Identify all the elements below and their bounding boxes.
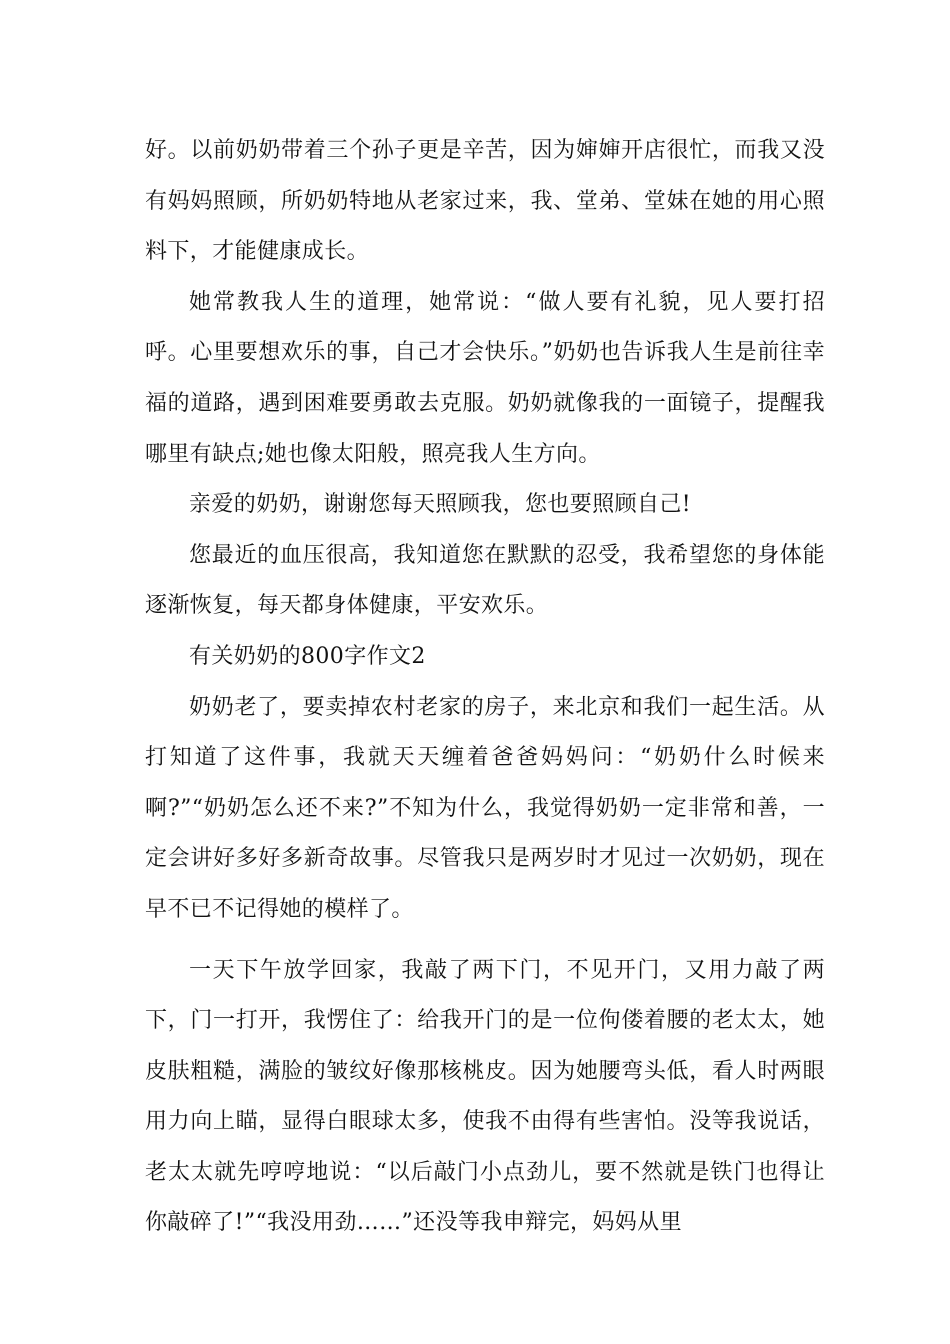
paragraph-first-meeting: 一天下午放学回家，我敲了两下门，不见开门，又用力敲了两下，门一打开，我愣住了：给我开门的是一位佝偻着腰的老太太，她皮肤粗糙，满脸的皱纹好像那核桃皮。因为她腰弯头低，看人时两眼用力向上瞄，显得白眼球太多，使我不由得有些害怕。没等我说话，老太太就先哼哼地说：“以后敲门小点劲儿，要不然就是铁门也得让你敲碎了!”“我没用劲……”还没等我申辩完，妈妈从里 — [145, 957, 825, 1236]
paragraph-thanks: 亲爱的奶奶，谢谢您每天照顾我，您也要照顾自己! — [189, 492, 692, 518]
document-body — [145, 126, 825, 1249]
paragraph-health: 您最近的血压很高，我知道您在默默的忍受，我希望您的身体能逐渐恢复，每天都身体健康，平安欢乐。 — [145, 542, 825, 619]
paragraph-life-lessons: 她常教我人生的道理，她常说：“做人要有礼貌，见人要打招呼。心里要想欢乐的事，自己才会快乐。”奶奶也告诉我人生是前往幸福的道路，遇到困难要勇敢去克服。奶奶就像我的一面镜子，提醒我哪里有缺点;她也像太阳般，照亮我人生方向。 — [145, 289, 825, 467]
paragraph-grandma-coming: 奶奶老了，要卖掉农村老家的房子，来北京和我们一起生活。从打知道了这件事，我就天天缠着爸爸妈妈问：“奶奶什么时候来啊?”“奶奶怎么还不来?”不知为什么，我觉得奶奶一定非常和善，一定会讲好多好多新奇故事。尽管我只是两岁时才见过一次奶奶，现在早不已不记得她的模样了。 — [145, 694, 825, 922]
section-heading: 有关奶奶的800字作文2 — [189, 643, 426, 669]
paragraph-continuation: 好。以前奶奶带着三个孙子更是辛苦，因为婶婶开店很忙，而我又没有妈妈照顾，所奶奶特地从老家过来，我、堂弟、堂妹在她的用心照料下，才能健康成长。 — [145, 138, 825, 265]
